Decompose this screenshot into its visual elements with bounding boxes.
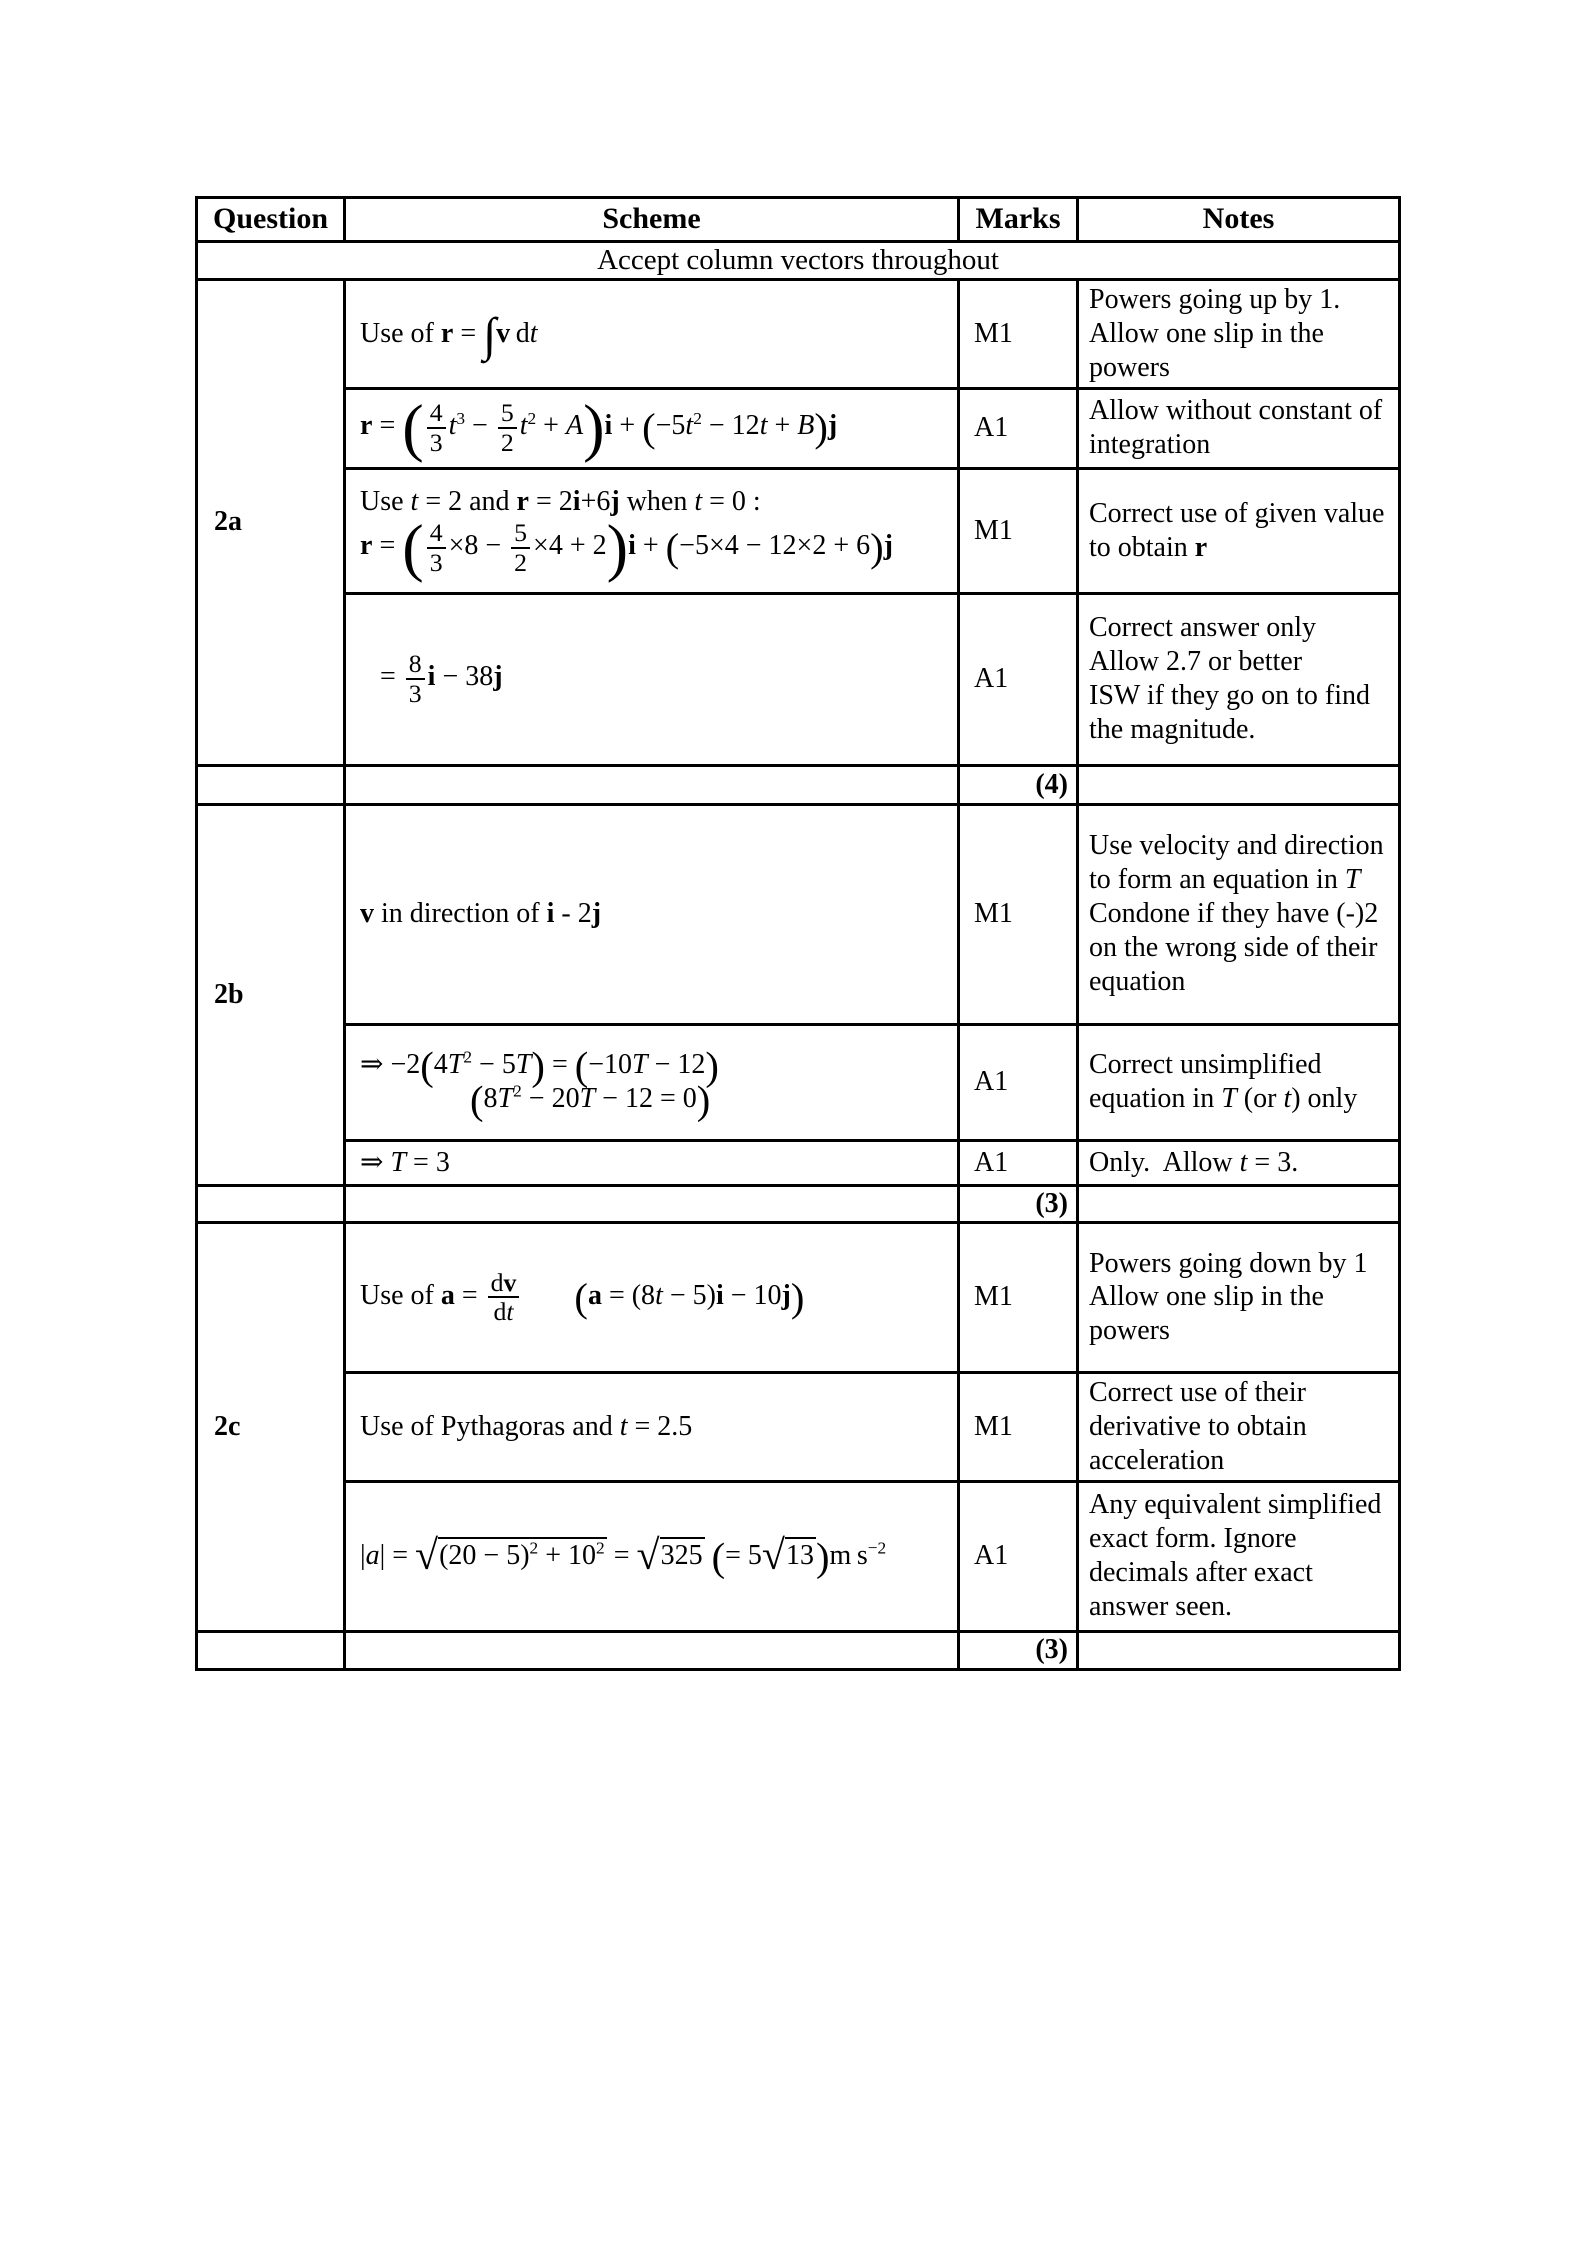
mark-cell: M1 <box>959 1372 1078 1481</box>
scheme-cell: Use of r = ∫v dt <box>345 279 959 388</box>
note-cell: Powers going down by 1 Allow one slip in the powers <box>1078 1222 1400 1372</box>
mark-cell: M1 <box>959 468 1078 593</box>
table-row <box>197 1222 1400 1372</box>
table-row <box>197 468 1400 593</box>
mark-scheme-table <box>195 196 1401 1671</box>
empty-cell <box>197 1185 345 1222</box>
table-row <box>197 1140 1400 1185</box>
section-total-2a: (4) <box>959 765 1078 804</box>
note-cell: Correct use of their derivative to obtain acceleration <box>1078 1372 1400 1481</box>
scheme-cell: Use of a = $\frac{dv}{dt}$ (a = (8t − 5)i − 10j) <box>345 1222 959 1372</box>
note-cell: Use velocity and direction to form an equation in T Condone if they have (-)2 on the wrong side of their equation <box>1078 804 1400 1024</box>
mark-cell: M1 <box>959 1222 1078 1372</box>
note-cell: Allow without constant of integration <box>1078 388 1400 468</box>
mark-cell: M1 <box>959 279 1078 388</box>
section-total-2b: (3) <box>959 1185 1078 1222</box>
scheme-cell: ⇒ T = 3 <box>345 1140 959 1185</box>
mark-cell: A1 <box>959 1024 1078 1140</box>
scheme-cell: v in direction of i - 2j <box>345 804 959 1024</box>
note-cell: Correct unsimplified equation in T (or t) only <box>1078 1024 1400 1140</box>
question-label-2b: 2b <box>197 804 345 1185</box>
empty-cell <box>345 1631 959 1669</box>
empty-cell <box>1078 765 1400 804</box>
header-marks: Marks <box>959 198 1078 242</box>
scheme-cell: $|a| = √(20 - 5)^2 + 10^2 = √325$ (= 5√13)m $s^{-2}$ <box>345 1481 959 1631</box>
question-label-2c: 2c <box>197 1222 345 1631</box>
question-label-2a: 2a <box>197 279 345 765</box>
empty-cell <box>1078 1631 1400 1669</box>
empty-cell <box>345 1185 959 1222</box>
note-cell: Only. Allow t = 3. <box>1078 1140 1400 1185</box>
table-row <box>197 593 1400 765</box>
header-question: Question <box>197 198 345 242</box>
scheme-cell: ⇒ $-2(4T^2 - 5T) = (-10T - 12)$ $(8T^2 - 20T - 12 = 0)$ <box>345 1024 959 1140</box>
header-scheme: Scheme <box>345 198 959 242</box>
table-row <box>197 804 1400 1024</box>
mark-cell: M1 <box>959 804 1078 1024</box>
note-cell: Correct answer only Allow 2.7 or better ISW if they go on to find the magnitude. <box>1078 593 1400 765</box>
empty-cell <box>1078 1185 1400 1222</box>
mark-cell: A1 <box>959 1481 1078 1631</box>
note-cell: Powers going up by 1. Allow one slip in the powers <box>1078 279 1400 388</box>
header-notes: Notes <box>1078 198 1400 242</box>
empty-cell <box>345 765 959 804</box>
scheme-cell: = $\frac{8}{3}$ i − 38j <box>345 593 959 765</box>
scheme-cell: r = ( $\frac{4}{3}$ $t^3$ − $\frac{5}{2}$ $t^2 + A)i + (-5t^2 - 12t + B)j$ <box>345 388 959 468</box>
table-row <box>197 279 1400 388</box>
section-total-2c: (3) <box>959 1631 1078 1669</box>
banner-text: Accept column vectors throughout <box>197 241 1400 279</box>
scheme-cell: Use t = 2 and r = 2i+6j when t = 0 : r = ( $\frac{4}{3}$ ×8 − $\frac{5}{2}$ ×4 + 2)i + (−5×4 − 12×2 + 6)j <box>345 468 959 593</box>
mark-cell: A1 <box>959 593 1078 765</box>
table-row <box>197 1372 1400 1481</box>
total-row <box>197 765 1400 804</box>
total-row <box>197 1185 1400 1222</box>
banner-row <box>197 241 1400 279</box>
empty-cell <box>197 1631 345 1669</box>
header-row <box>197 198 1400 242</box>
empty-cell <box>197 765 345 804</box>
table-row <box>197 1481 1400 1631</box>
total-row <box>197 1631 1400 1669</box>
mark-cell: A1 <box>959 1140 1078 1185</box>
table-row <box>197 388 1400 468</box>
table-row <box>197 1024 1400 1140</box>
scheme-cell: Use of Pythagoras and t = 2.5 <box>345 1372 959 1481</box>
note-cell: Any equivalent simplified exact form. Ignore decimals after exact answer seen. <box>1078 1481 1400 1631</box>
mark-cell: A1 <box>959 388 1078 468</box>
note-cell: Correct use of given value to obtain r <box>1078 468 1400 593</box>
